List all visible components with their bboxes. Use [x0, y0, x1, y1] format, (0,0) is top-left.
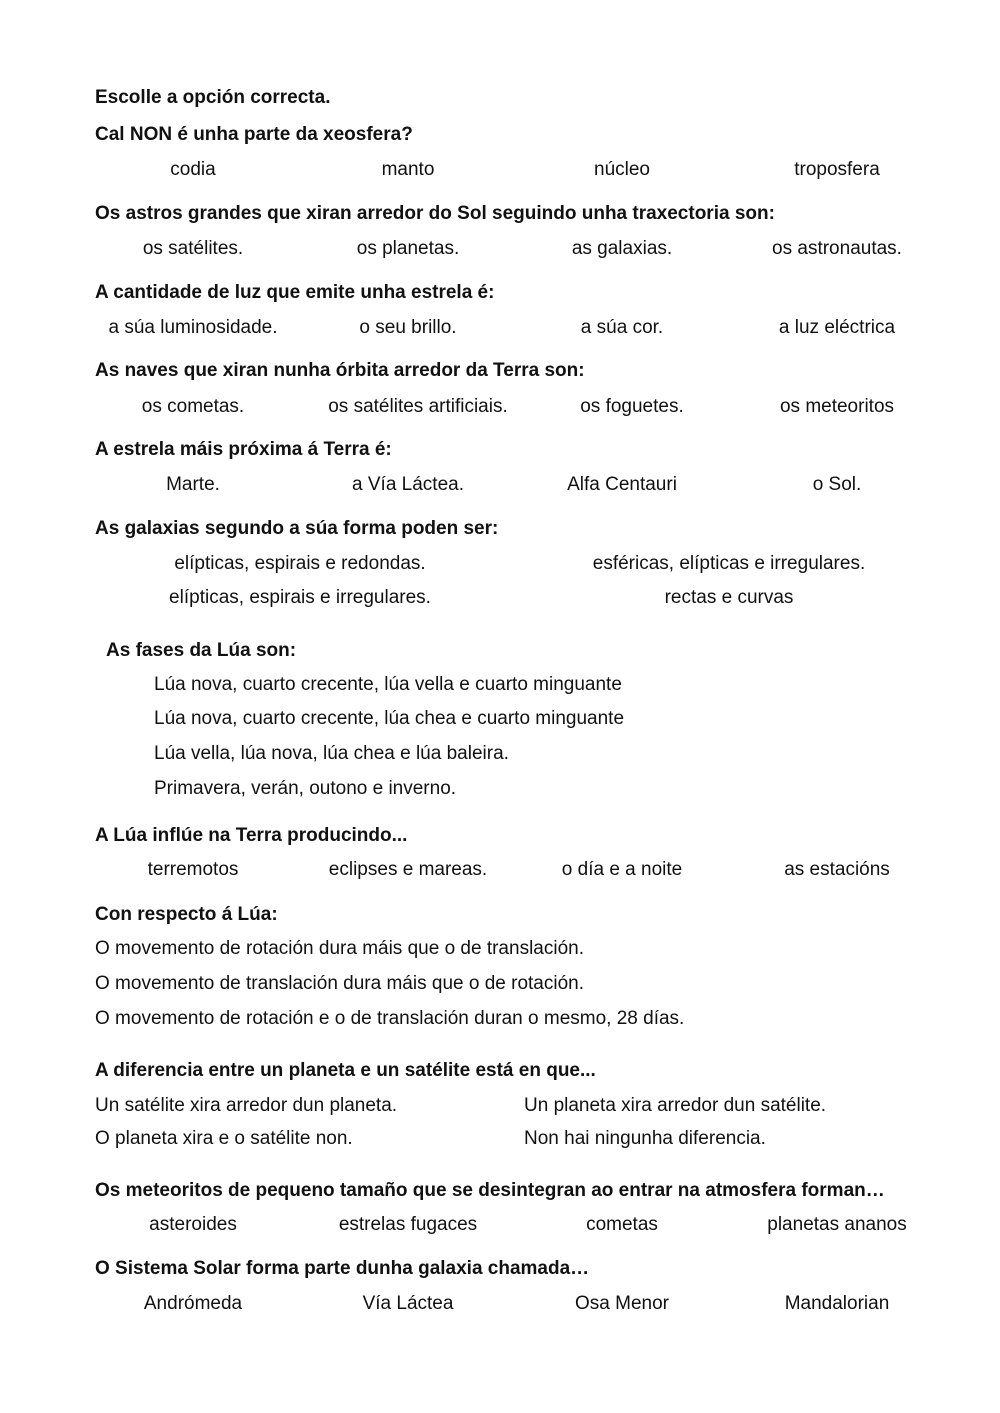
- option[interactable]: Un satélite xira arredor dun planeta.: [95, 1095, 398, 1116]
- option[interactable]: estrelas fugaces: [338, 1214, 478, 1235]
- option[interactable]: os satélites.: [142, 238, 244, 259]
- option[interactable]: Lúa nova, cuarto crecente, lúa vella e cuarto minguante: [154, 674, 622, 695]
- option[interactable]: O movemento de rotación e o de translación duran o mesmo, 28 días.: [95, 1008, 685, 1029]
- option[interactable]: Primavera, verán, outono e inverno.: [154, 778, 457, 799]
- option[interactable]: manto: [381, 159, 435, 180]
- option[interactable]: os cometas.: [141, 396, 245, 417]
- option[interactable]: cometas: [586, 1214, 658, 1235]
- option[interactable]: as galaxias.: [571, 238, 673, 259]
- question-9: Con respecto á Lúa:: [95, 904, 278, 925]
- option[interactable]: elípticas, espirais e redondas.: [174, 553, 426, 574]
- option[interactable]: os foguetes.: [580, 396, 684, 417]
- question-1: Cal NON é unha parte da xeosfera?: [95, 124, 413, 145]
- option[interactable]: Lúa nova, cuarto crecente, lúa chea e cuarto minguante: [154, 708, 625, 729]
- option[interactable]: eclipses e mareas.: [328, 859, 488, 880]
- option[interactable]: os planetas.: [356, 238, 460, 259]
- option[interactable]: Mandalorian: [784, 1293, 890, 1314]
- option[interactable]: Osa Menor: [575, 1293, 669, 1314]
- question-5: A estrela máis próxima á Terra é:: [95, 439, 392, 460]
- option[interactable]: terremotos: [147, 859, 239, 880]
- question-2: Os astros grandes que xiran arredor do Sol seguindo unha traxectoria son:: [95, 203, 775, 224]
- option[interactable]: Un planeta xira arredor dun satélite.: [524, 1095, 827, 1116]
- option[interactable]: esféricas, elípticas e irregulares.: [592, 553, 866, 574]
- option[interactable]: Andrómeda: [143, 1293, 243, 1314]
- option[interactable]: os meteoritos: [779, 396, 895, 417]
- option[interactable]: asteroides: [149, 1214, 237, 1235]
- option[interactable]: Lúa vella, lúa nova, lúa chea e lúa baleira.: [154, 743, 509, 764]
- option[interactable]: o seu brillo.: [359, 317, 457, 338]
- question-6: As galaxias segundo a súa forma poden ser:: [95, 518, 499, 539]
- option[interactable]: codia: [170, 159, 216, 180]
- option[interactable]: a luz eléctrica: [778, 317, 896, 338]
- option[interactable]: Non hai ningunha diferencia.: [524, 1128, 766, 1149]
- question-10: A diferencia entre un planeta e un satélite está en que...: [95, 1060, 596, 1081]
- question-4: As naves que xiran nunha órbita arredor da Terra son:: [95, 360, 585, 381]
- option[interactable]: rectas e curvas: [664, 587, 794, 608]
- option[interactable]: o Sol.: [812, 474, 862, 495]
- option[interactable]: o día e a noite: [561, 859, 683, 880]
- option[interactable]: os astronautas.: [772, 238, 902, 259]
- option[interactable]: a Vía Láctea.: [352, 474, 464, 495]
- option[interactable]: os satélites artificiais.: [328, 396, 508, 417]
- instruction: Escolle a opción correcta.: [95, 87, 331, 108]
- question-3: A cantidade de luz que emite unha estrela é:: [95, 282, 495, 303]
- option[interactable]: as estacións: [784, 859, 890, 880]
- option[interactable]: planetas ananos: [767, 1214, 907, 1235]
- option[interactable]: O movemento de rotación dura máis que o de translación.: [95, 938, 584, 959]
- option[interactable]: a súa luminosidade.: [108, 317, 278, 338]
- option[interactable]: núcleo: [594, 159, 650, 180]
- question-7: As fases da Lúa son:: [106, 640, 297, 661]
- option[interactable]: a súa cor.: [580, 317, 664, 338]
- option[interactable]: elípticas, espirais e irregulares.: [169, 587, 431, 608]
- option[interactable]: troposfera: [794, 159, 880, 180]
- option[interactable]: Vía Láctea: [362, 1293, 454, 1314]
- option[interactable]: Marte.: [166, 474, 220, 495]
- option[interactable]: O movemento de translación dura máis que o de rotación.: [95, 973, 584, 994]
- question-11: Os meteoritos de pequeno tamaño que se desintegran ao entrar na atmosfera forman…: [95, 1180, 885, 1201]
- option[interactable]: O planeta xira e o satélite non.: [95, 1128, 353, 1149]
- option[interactable]: Alfa Centauri: [567, 474, 677, 495]
- question-8: A Lúa inflúe na Terra producindo...: [95, 825, 408, 846]
- question-12: O Sistema Solar forma parte dunha galaxia chamada…: [95, 1258, 590, 1279]
